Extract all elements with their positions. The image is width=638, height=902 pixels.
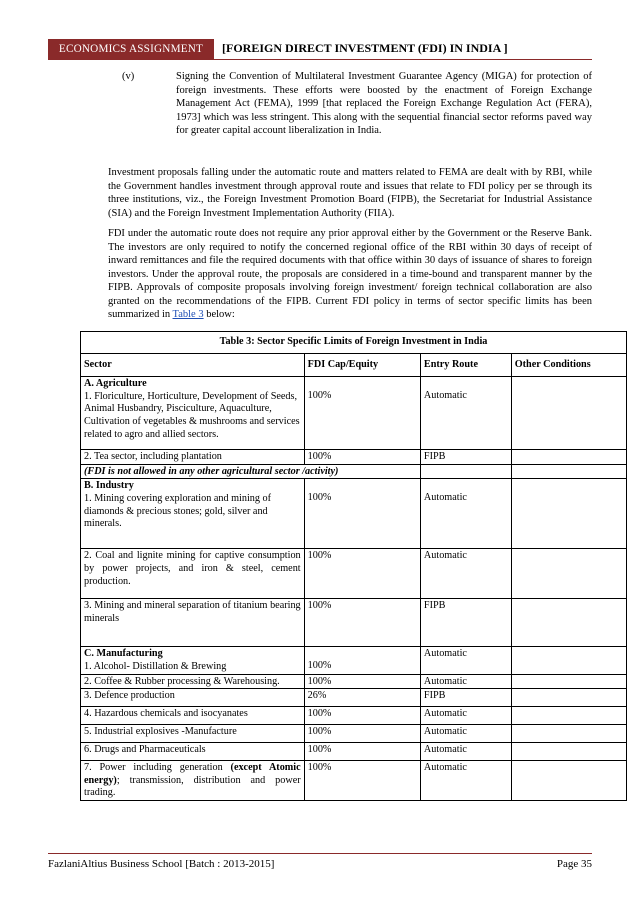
fdi-cap-cell — [304, 647, 420, 674]
entry-route-value: Automatic — [423, 492, 467, 504]
paragraph-text: FDI under the automatic route does not require any prior approval either by the Government or the Reserve Bank. The investors are only required to notify the concerned regional office of the RBI within 30 days of receipt of inward remittances and file the required documents with that office within 30 days of issuance of shares to foreign investors. Under the approval route, the proposals are considered in a time-bound and transparent manner by the FIPB. Approvals of composite proposals involving foreign investment/ foreign technical collaboration are also granted on the recommendations of the FIPB. Current FDI policy in terms of sector specific limits has been summarized in — [108, 228, 592, 320]
paragraph-automatic-route — [108, 227, 592, 322]
other-conditions-cell — [511, 450, 626, 465]
col-header-fdi-cap: FDI Cap/Equity — [304, 353, 420, 377]
fdi-cap-cell: 100% — [304, 725, 420, 743]
fdi-cap-cell — [304, 377, 420, 450]
other-conditions-cell — [511, 689, 626, 707]
table-row — [81, 464, 627, 479]
sector-text: 1. Mining covering exploration and mining of diamonds & precious stones; gold, silver and minerals. — [84, 492, 272, 530]
other-conditions-cell — [511, 549, 626, 599]
col-header-other-conditions: Other Conditions — [511, 353, 626, 377]
table-row — [81, 599, 627, 647]
table-row — [81, 647, 627, 674]
fdi-cap-cell: 100% — [304, 761, 420, 801]
sector-text: 1. Floriculture, Horticulture, Development of Seeds, Animal Husbandry, Pisciculture, Aquaculture, Cultivation of vegetables & mushrooms and services related to agro and allied sectors. — [84, 390, 300, 440]
table-header-row — [81, 353, 627, 377]
sector-text-bold: (except Atomic energy) — [84, 762, 301, 786]
sector-cell — [81, 479, 305, 549]
table-row — [81, 689, 627, 707]
fdi-cap-cell: 100% — [304, 743, 420, 761]
sector-cell: 6. Drugs and Pharmaceuticals — [81, 743, 305, 761]
section-heading-industry: B. Industry — [84, 480, 134, 492]
entry-route-cell: FIPB — [420, 450, 511, 465]
entry-route-cell — [420, 464, 511, 479]
other-conditions-cell — [511, 599, 626, 647]
sector-cell: 3. Defence production — [81, 689, 305, 707]
sector-text: ; transmission, distribution and power trading. — [84, 774, 301, 799]
entry-route-cell: Automatic — [420, 707, 511, 725]
header-divider — [48, 59, 592, 60]
fdi-cap-cell — [304, 479, 420, 549]
table-row — [81, 450, 627, 465]
sector-text: 1. Alcohol- Distillation & Brewing — [84, 660, 227, 672]
fdi-cap-value: 100% — [307, 390, 332, 402]
table-row — [81, 549, 627, 599]
sector-cell: 2. Coffee & Rubber processing & Warehousing. — [81, 674, 305, 689]
table-caption: Table 3: Sector Specific Limits of Foreign Investment in India — [81, 332, 627, 354]
entry-route-cell — [420, 377, 511, 450]
table-row — [81, 743, 627, 761]
table-3-link[interactable]: Table 3 — [172, 309, 204, 320]
sector-cell: 3. Mining and mineral separation of titanium bearing minerals — [81, 599, 305, 647]
table-row — [81, 479, 627, 549]
other-conditions-cell — [511, 725, 626, 743]
col-header-sector: Sector — [81, 353, 305, 377]
entry-route-cell: FIPB — [420, 689, 511, 707]
other-conditions-cell — [511, 674, 626, 689]
fdi-cap-cell: 100% — [304, 450, 420, 465]
fdi-cap-cell: 100% — [304, 674, 420, 689]
fdi-cap-value: 100% — [307, 660, 332, 672]
entry-route-cell — [420, 479, 511, 549]
paragraph-tail: below: — [203, 309, 235, 320]
entry-route-cell: Automatic — [420, 549, 511, 599]
other-conditions-cell — [511, 707, 626, 725]
agriculture-note: (FDI is not allowed in any other agricultural sector /activity) — [81, 464, 421, 479]
entry-route-value: Automatic — [423, 390, 467, 402]
table-row — [81, 761, 627, 801]
sector-limits-table — [80, 331, 627, 801]
table-row — [81, 377, 627, 450]
table-row — [81, 674, 627, 689]
footer-divider — [48, 853, 592, 854]
entry-route-cell: Automatic — [420, 761, 511, 801]
other-conditions-cell — [511, 479, 626, 549]
sector-text: 7. Power including generation — [84, 762, 231, 774]
other-conditions-cell — [511, 743, 626, 761]
table-caption-row — [81, 332, 627, 354]
other-conditions-cell — [511, 761, 626, 801]
fdi-cap-cell: 100% — [304, 599, 420, 647]
other-conditions-cell — [511, 464, 626, 479]
section-heading-manufacturing: C. Manufacturing — [84, 648, 163, 660]
paragraph-investment-proposals: Investment proposals falling under the automatic route and matters related to FEMA are dealt with by RBI, while the Government handles investment through approval route and issues that relate to FDI policy per se through its three institutions, viz., the Foreign Investment Promotion Board (FIPB), the Secretariat for Industrial Assistance (SIA) and the Foreign Investment Implementation Authority (FIIA). — [108, 167, 592, 219]
header-title: [FOREIGN DIRECT INVESTMENT (FDI) IN INDIA ] — [222, 41, 508, 55]
section-heading-agriculture: A. Agriculture — [84, 378, 147, 390]
fdi-cap-cell: 26% — [304, 689, 420, 707]
footer-page-number: Page 35 — [556, 858, 592, 870]
fdi-cap-cell: 100% — [304, 549, 420, 599]
list-item-number: (v) — [122, 71, 135, 82]
sector-cell — [81, 761, 305, 801]
sector-cell: 2. Tea sector, including plantation — [81, 450, 305, 465]
entry-route-cell: FIPB — [420, 599, 511, 647]
entry-route-cell: Automatic — [420, 647, 511, 674]
fdi-cap-cell: 100% — [304, 707, 420, 725]
list-item-text: Signing the Convention of Multilateral Investment Guarantee Agency (MIGA) for protection of foreign investments. These efforts were boosted by the enactment of Foreign Exchange Management Act (FEMA), 1999 [that replaced the Foreign Exchange Regulation Act (FERA), 1973] which was less stringent. This along with the sequential financial sector reforms paved way for greater capital account liberalization in India. — [176, 71, 592, 136]
sector-cell — [81, 377, 305, 450]
entry-route-cell: Automatic — [420, 674, 511, 689]
sector-cell: 2. Coal and lignite mining for captive consumption by power projects, and iron & steel, cement production. — [81, 549, 305, 599]
sector-cell — [81, 647, 305, 674]
other-conditions-cell — [511, 377, 626, 450]
fdi-cap-value: 100% — [307, 492, 332, 504]
entry-route-cell: Automatic — [420, 743, 511, 761]
sector-cell: 5. Industrial explosives -Manufacture — [81, 725, 305, 743]
other-conditions-cell — [511, 647, 626, 674]
table-row — [81, 707, 627, 725]
table-row — [81, 725, 627, 743]
sector-cell: 4. Hazardous chemicals and isocyanates — [81, 707, 305, 725]
col-header-entry-route: Entry Route — [420, 353, 511, 377]
header-tag: ECONOMICS ASSIGNMENT — [48, 39, 214, 59]
footer-school: FazlaniAltius Business School [Batch : 2013-2015] — [48, 858, 275, 870]
entry-route-cell: Automatic — [420, 725, 511, 743]
